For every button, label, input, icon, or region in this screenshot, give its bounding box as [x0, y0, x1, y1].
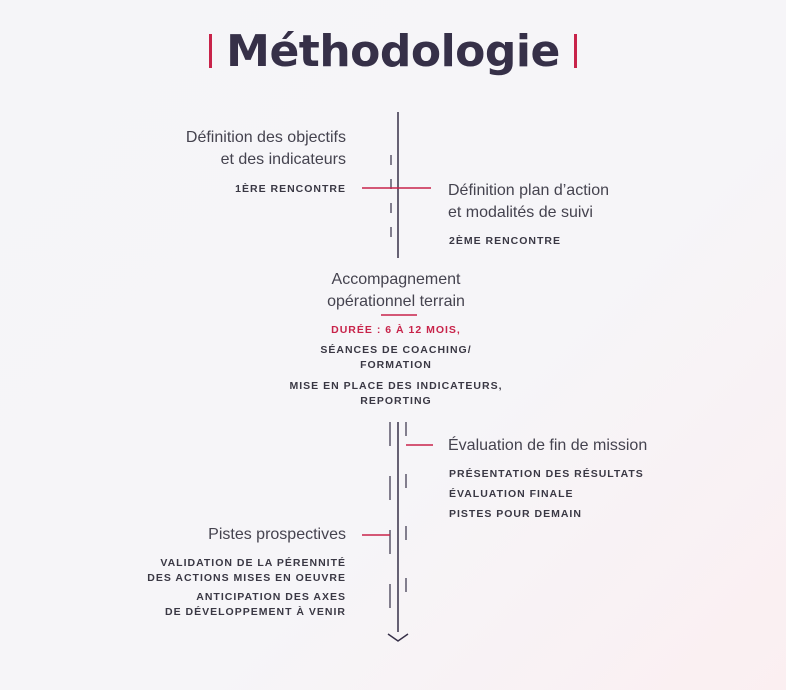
step1-caption: 1ÈRE RENCONTRE — [235, 183, 346, 195]
step1-title: Définition des objectifs et des indicateurs — [185, 129, 346, 168]
step3-item-coaching: SÉANCES DE COACHING/ FORMATION — [320, 344, 472, 371]
step4-title: Évaluation de fin de mission — [448, 437, 648, 454]
step5-item-anticipation: ANTICIPATION DES AXES DE DÉVELOPPEMENT À VENIR — [165, 591, 346, 618]
step5-title: Pistes prospectives — [208, 526, 346, 543]
step4-item-evaluation: ÉVALUATION FINALE — [449, 488, 574, 500]
step3-duration: DURÉE : 6 À 12 MOIS, — [331, 324, 461, 336]
step4-item-results: PRÉSENTATION DES RÉSULTATS — [449, 468, 644, 480]
step4-item-future: PISTES POUR DEMAIN — [449, 508, 582, 520]
step2-caption: 2ÈME RENCONTRE — [449, 235, 562, 247]
chevron-down-icon — [388, 634, 408, 641]
step3-title: Accompagnement opérationnel terrain — [327, 271, 465, 310]
step5-item-validation: VALIDATION DE LA PÉRENNITÉ DES ACTIONS MISES EN OEUVRE — [147, 557, 346, 584]
step2-title: Définition plan d’action et modalités de suivi — [448, 182, 609, 221]
title-text: Méthodologie — [226, 26, 560, 77]
step3-item-indicators: MISE EN PLACE DES INDICATEURS, REPORTING — [289, 380, 503, 407]
